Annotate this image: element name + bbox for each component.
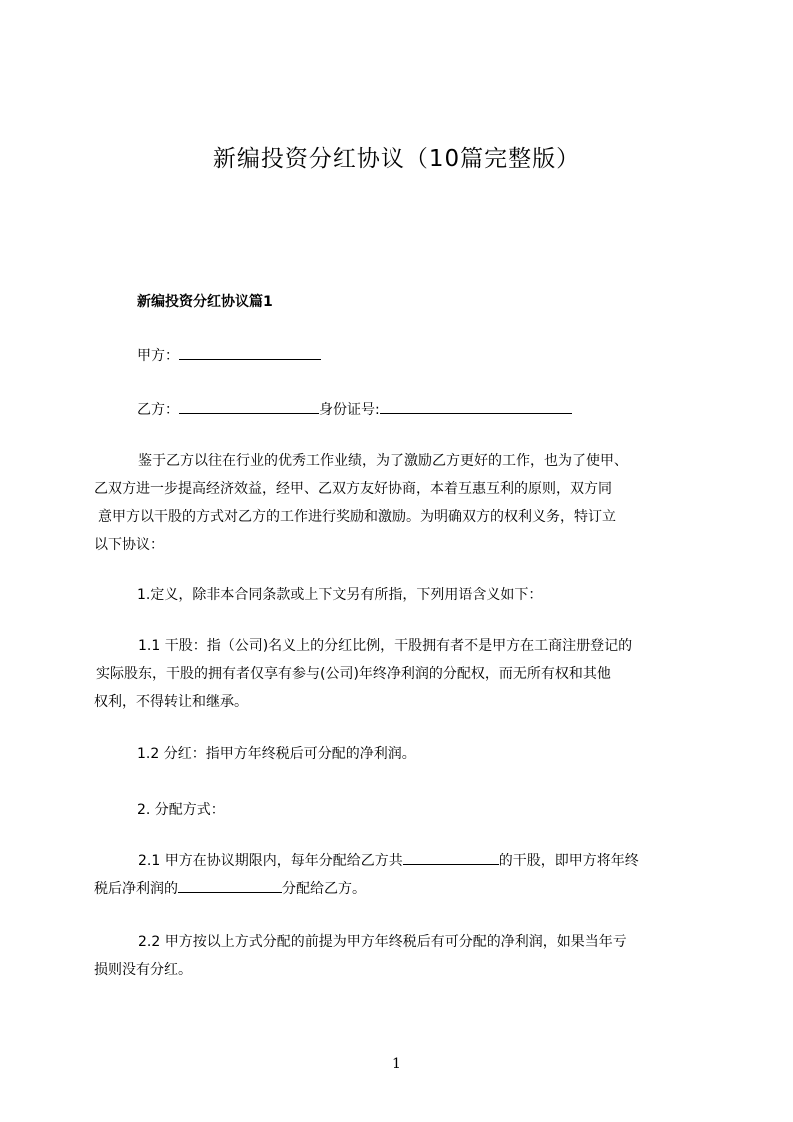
dividend-share-blank bbox=[403, 850, 499, 865]
page-number: 1 bbox=[392, 1056, 401, 1072]
clause-1-2: 1.2 分红：指甲方年终税后可分配的净利润。 bbox=[137, 746, 416, 762]
clause-1-1 bbox=[94, 632, 632, 716]
party-b-line bbox=[137, 399, 572, 419]
clause-2-1-suffix: 的干股，即甲方将年终 bbox=[498, 853, 639, 869]
clause-1-1-line-1: 1.1 干股：指（公司)名义上的分红比例，干股拥有者不是甲方在工商注册登记的 bbox=[138, 638, 633, 654]
intro-line-3: 意甲方以干股的方式对乙方的工作进行奖励和激励。为明确双方的权利义务，特订立 bbox=[98, 509, 616, 525]
party-a-line bbox=[137, 345, 321, 365]
id-label: 身份证号: bbox=[319, 402, 380, 418]
clause-2-1-line2-prefix: 税后净利润的 bbox=[94, 881, 178, 897]
document-title: 新编投资分红协议（10篇完整版） bbox=[212, 146, 581, 172]
clause-2-1-line-1 bbox=[94, 847, 639, 875]
party-b-label: 乙方： bbox=[137, 402, 179, 418]
clause-2: 2. 分配方式： bbox=[137, 802, 225, 818]
clause-2-1-line2-suffix: 分配给乙方。 bbox=[282, 881, 366, 897]
party-a-blank bbox=[179, 345, 321, 360]
clause-2-2 bbox=[94, 928, 627, 984]
clause-2-2-line-1: 2.2 甲方按以上方式分配的前提为甲方年终税后有可分配的净利润，如果当年亏 bbox=[138, 934, 627, 950]
intro-paragraph bbox=[94, 447, 628, 559]
intro-line-2: 乙双方进一步提高经济效益，经甲、乙双方友好协商，本着互惠互利的原则，双方同 bbox=[94, 481, 612, 497]
id-blank bbox=[380, 399, 572, 414]
intro-line-1: 鉴于乙方以往在行业的优秀工作业绩，为了激励乙方更好的工作，也为了使甲、 bbox=[138, 453, 628, 469]
clause-2-2-line-2: 损则没有分红。 bbox=[94, 962, 192, 978]
clause-2-1-line-2 bbox=[94, 875, 639, 903]
clause-1-1-line-3: 权利，不得转让和继承。 bbox=[94, 694, 248, 710]
clause-1-1-line-2: 实际股东，干股的拥有者仅享有参与(公司)年终净利润的分配权，而无所有权和其他 bbox=[96, 666, 611, 682]
intro-line-4: 以下协议： bbox=[94, 537, 164, 553]
section-title: 新编投资分红协议篇1 bbox=[137, 294, 273, 310]
party-b-blank bbox=[179, 399, 319, 414]
profit-ratio-blank bbox=[178, 878, 282, 893]
party-a-label: 甲方： bbox=[137, 348, 179, 364]
clause-2-1 bbox=[94, 847, 639, 903]
clause-1: 1.定义，除非本合同条款或上下文另有所指，下列用语含义如下： bbox=[137, 587, 543, 603]
clause-2-1-prefix: 2.1 甲方在协议期限内，每年分配给乙方共 bbox=[138, 853, 403, 869]
